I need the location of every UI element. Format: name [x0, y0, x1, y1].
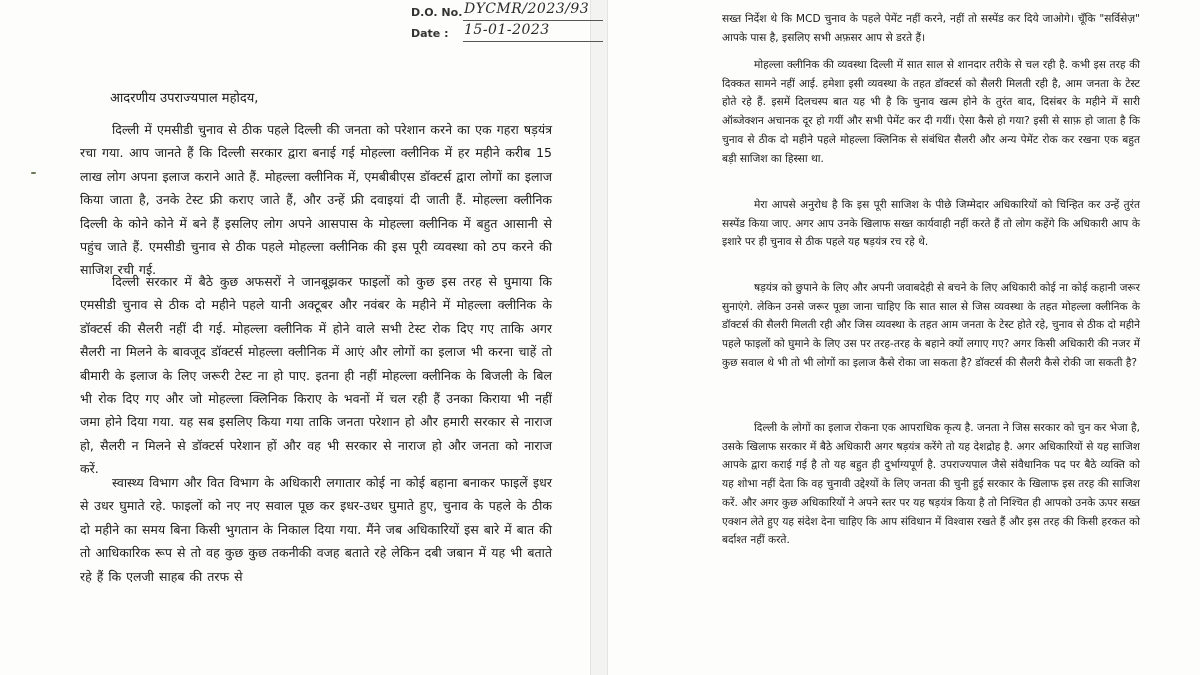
do-number-label: D.O. No. — [411, 6, 463, 19]
date-field — [411, 22, 550, 40]
right-paragraph-1: मोहल्ला क्लीनिक की व्यवस्था दिल्ली में सात साल से शानदार तरीके से चल रही है. कभी इस तरह की दिक्कत सामने नहीं आई. हमेशा इसी व्यवस्था के तहत डॉक्टर्स को सैलरी मिलती रही है, आम जनता के टेस्ट होते रहे हैं. इसमें दिलचस्प बात यह भी है कि चुनाव खत्म होने के तुरंत बाद, दिसंबर के महीने में सारी ऑब्जेक्शन अचानक दूर हो गयीं और सभी पेमेंट कर दी गयीं। ऐसा कैसे हो गया? इसी से साफ़ हो जाता है कि चुनाव से ठीक दो महीने पहले मोहल्ला क्लिनिक से संबंधित सैलरी और अन्य पेमेंट रोक कर रखना एक बहुत बड़ी साजिश का हिस्सा था. — [722, 59, 1140, 165]
right-paragraph-3: षड़यंत्र को छुपाने के लिए और अपनी जवाबदेही से बचने के लिए अधिकारी कोई ना कोई कहानी जरूर सुनाएंगे. लेकिन उनसे जरूर पूछा जाना चाहिए कि सात साल से जिस व्यवस्था के तहत मोहल्ला क्लीनिक के डॉक्टर्स की सैलरी मिलती रही और जिस व्यवस्था के तहत आम जनता के टेस्ट होते रहे, चुनाव से ठीक दो महीने पहले फाइलों को घुमाने के लिए उस पर तरह-तरह के बहाने क्यों लगाए गए? अगर किसी अधिकारी की नजर में कुछ सवाल थे भी तो भी लोगों का इलाज कैसे रोका जा सकता है? डॉक्टर्स की सैलरी कैसे रोकी जा सकती है? — [722, 282, 1140, 369]
date-underline — [463, 41, 603, 42]
salutation: आदरणीय उपराज्यपाल महोदय, — [110, 91, 259, 106]
left-paragraph-3: स्वास्थ्य विभाग और वित विभाग के अधिकारी लगातार कोई ना कोई बहाना बनाकर फाइलें इधर से उधर घुमाते रहे. फाइलों को नए नए सवाल पूछ कर इधर-उधर घुमाते हुए, चुनाव के पहले के ठीक दो महीने का समय बिना किसी भुगतान के निकाल दिया गया. मैंने जब अधिकारियों इस बारे में बात की तो आधिकारिक रूप से तो वह कुछ कुछ तकनीकी वजह बताते रहे लेकिन दबी जबान में यह भी बताते रहे हैं कि एलजी साहब की तरफ से — [80, 475, 552, 584]
right-continuation-text: सख्त निर्देश थे कि MCD चुनाव के पहले पेमेंट नहीं करने, नहीं तो सस्पेंड कर दिये जाओगे। चूँकि "सर्विसेज़" आपके पास है, इसलिए सभी अफ़सर आप से डरते हैं। — [722, 13, 1140, 44]
do-number-value: DYCMR/2023/93 — [464, 1, 590, 17]
date-value: 15-01-2023 — [464, 22, 550, 38]
right-paragraph-2: मेरा आपसे अनुरोध है कि इस पूरी साजिश के पीछे जिम्मेदार अधिकारियों को चिन्हित कर उन्हें तुरंत सस्पेंड किया जाए. अगर आप उनके खिलाफ सख्त कार्यवाही नहीं करते हैं तो लोग कहेंगे कि अधिकारी आप के इशारे पर ही चुनाव से ठीक पहले यह षड़यंत्र रच रहे थे. — [722, 199, 1140, 249]
scan-speck — [31, 172, 36, 174]
date-label: Date : — [411, 27, 449, 40]
right-paragraph-4: दिल्ली के लोगों का इलाज रोकना एक आपराधिक कृत्य है. जनता ने जिस सरकार को चुन कर भेजा है, उसके खिलाफ सरकार में बैठे अधिकारी अगर षड़यंत्र करेंगे तो यह देशद्रोह है. अगर अधिकारियों से यह साजिश आपके द्वारा कराई गई है तो यह बहुत ही दुर्भाग्यपूर्ण है. उपराज्यपाल जैसे संवैधानिक पद पर बैठे व्यक्ति को यह शोभा नहीं देता कि वह चुनावी उद्देश्यों के लिए जनता की चुनी हुई सरकार के खिलाफ इस तरह की साजिश करें. और अगर कुछ अधिकारियों ने अपने स्तर पर यह षड़यंत्र किया है तो निश्चित ही आपको उनके ऊपर सख्त एक्शन लेते हुए यह संदेश देना चाहिए कि आप संविधान में विश्वास रखते हैं और इस तरह की किसी हरकत को बर्दाश्त नहीं करते. — [722, 422, 1141, 547]
left-paragraph-1: दिल्ली में एमसीडी चुनाव से ठीक पहले दिल्ली की जनता को परेशान करने का एक गहरा षड़यंत्र रचा गया. आप जानते हैं कि दिल्ली सरकार द्वारा बनाई गई मोहल्ला क्लीनिक में हर महीने करीब 15 लाख लोग अपना इलाज कराने आते हैं. मोहल्ला क्लीनिक में, एमबीबीएस डॉक्टर्स द्वारा लोगों का इलाज किया जाता है, उनके टेस्ट फ्री कराए जाते हैं, और उन्हें फ्री दवाइयां दी जाती हैं. मोहल्ला क्लीनिक दिल्ली के कोने कोने में बने हैं इसलिए लोग अपने आसपास के मोहल्ला क्लीनिक में बहुत आसानी से पहुंच जाते हैं. एमसीडी चुनाव से ठीक पहले मोहल्ला क्लीनिक की इस पूरी व्यवस्था को ठप करने की साजिश रची गई. — [80, 122, 552, 278]
left-paragraph-2: दिल्ली सरकार में बैठे कुछ अफसरों ने जानबूझकर फाइलों को कुछ इस तरह से घुमाया कि एमसीडी चुनाव से ठीक दो महीने पहले यानी अक्टूबर और नवंबर के महीने में मोहल्ला क्लीनिक के डॉक्टर्स की सैलरी नहीं दी गई. मोहल्ला क्लीनिक में होने वाले सभी टेस्ट रोक दिए गए ताकि अगर सैलरी ना मिलने के बावजूद डॉक्टर्स मोहल्ला क्लीनिक में आएं और लोगों का इलाज भी करना चाहें तो बीमारी के इलाज के लिए जरूरी टेस्ट ना हो पाए. इतना ही नहीं मोहल्ला क्लीनिक के बिजली के बिल भी रोक दिए गए और जो मोहल्ला क्लिनिक किराए के भवनों में चल रही हैं उनका किराया भी नहीं जमा होने दिया गया. यह सब इसलिए किया गया ताकि जनता परेशान हो और हमारी सरकार से नाराज हो, सैलरी न मिलने से डॉक्टर्स परेशान हों और वह भी सरकार से नाराज हो और जनता को नाराज करें. — [80, 274, 552, 477]
do-number-underline — [463, 20, 603, 21]
page-gutter — [590, 0, 608, 675]
do-number-field — [411, 1, 590, 19]
